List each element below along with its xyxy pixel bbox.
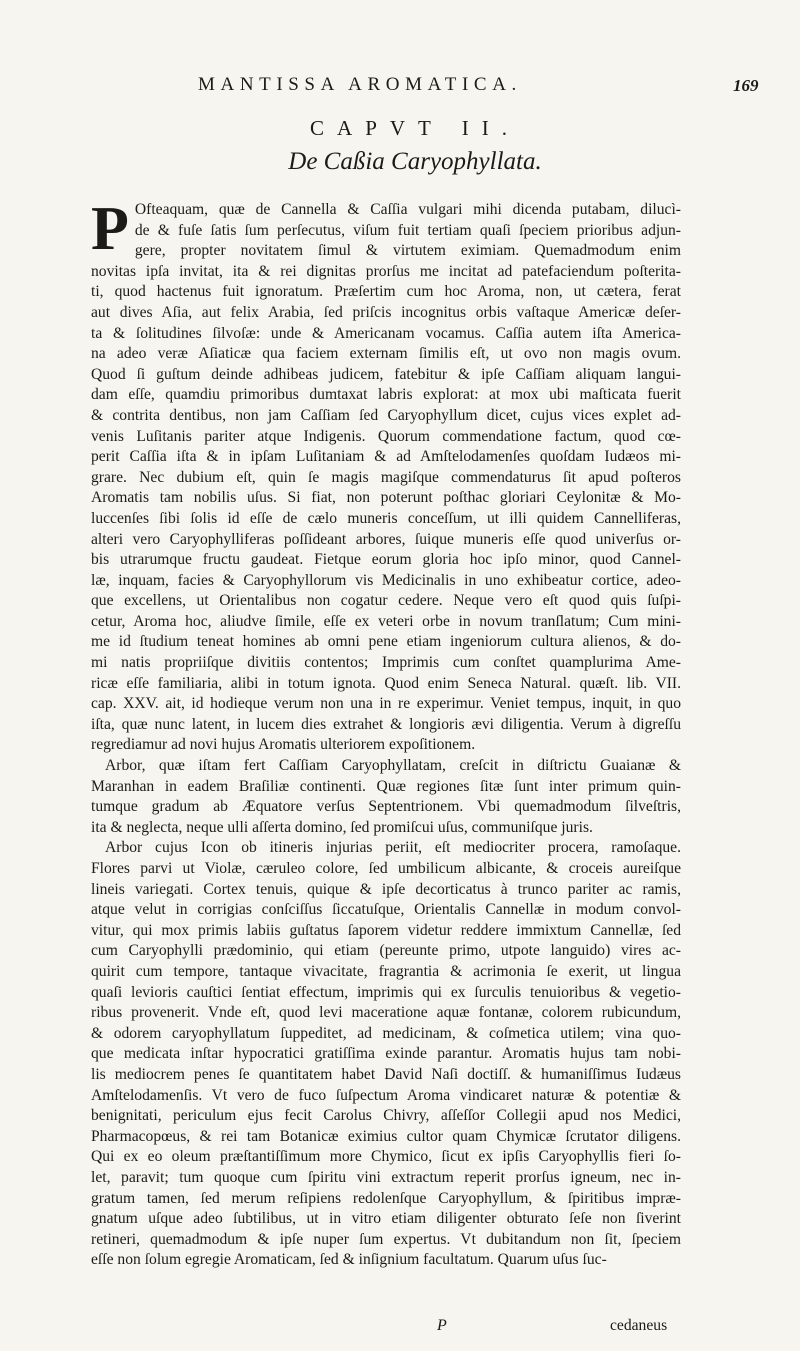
text-line: Ofteaquam, quæ de Cannella & Caſſia vulgari mihi dicenda putabam, dilucì- (134, 201, 681, 218)
text-line: & contrita dentibus, non jam Caſſiam ſed Caryophyllum dicet, cujus vices explet ad- (91, 406, 681, 424)
text-line: vitur, qui mox primis labiis guſtatus ſaporem videtur reddere immixtum Cannellæ, ſed (91, 921, 681, 939)
text-line: Amſtelodamenſis. Vt vero de fuco ſuſpectum Aroma vindicaret naturæ & potentiæ & (91, 1086, 681, 1104)
text-line: atque velut in corrigias conſciſſus ſiccatuſque, Orientalis Cannellæ in modum convol- (91, 901, 681, 919)
text-line: læ, inquam, facies & Caryophyllorum vis Medicinalis in uno exhibeatur cortice, adeo- (91, 571, 681, 589)
text-line: perit Caſſia iſta & in ipſam Luſitaniam & ad Amſtelodamenſes quoſdam Iudæos mi- (91, 448, 681, 466)
text-line: de & fuſe ſatis ſum perſecutus, viſum fuit tertiam quaſi ſpeciem prioribus adjun- (134, 221, 681, 239)
text-line: benignitati, periculum ejus fecit Carolus Chivry, aſſeſſor Collegii apud nos Medici, (91, 1107, 681, 1125)
text-line: Quod ſi guſtum deinde adhibeas judicem, fatebitur & ipſe Caſſiam aliquam langui- (91, 365, 681, 383)
text-line: quaſi levioris cauſtici ſentiat effectum, imprimis qui ex ſurculis tenuioribus & vegetio- (91, 983, 681, 1001)
text-line: cap. XXV. ait, id hodieque verum non una in re experimur. Veniet tempus, inquit, in quo (91, 695, 681, 713)
text-line: lis mediocrem penes ſe quantitatem habet David Naſi doctiſſ. & humaniſſimus Iudæus (91, 1065, 681, 1083)
page-header (0, 70, 800, 100)
text-line: gere, propter novitatem ſimul & virtutem eximiam. Quemadmodum enim (134, 242, 681, 260)
text-line: gnatum uſque adeo ſubtilibus, ut in vitro etiam diligenter obturato ſeſe non ſiverint (91, 1210, 681, 1228)
signature-mark: P (437, 1317, 447, 1334)
text-line: gratum tamen, ſed merum reſipiens redolenſque Caryophyllum, & ſpiritibus impræ- (91, 1189, 681, 1207)
text-line: na adeo veræ Aſiaticæ qua faciem externam ſimilis eſt, ut ovo non magis ovum. (91, 345, 681, 363)
text-line: aut dives Aſia, aut felix Arabia, ſed priſcis incognitus orbis vaſtaque Americæ deſer- (91, 303, 681, 321)
text-line: bis utrarumque fructu gaudeat. Fietque eorum gloria hoc ipſo minor, quod Cannel- (91, 551, 681, 569)
text-line: iſta, quæ nunc latent, in lucem dies extrahet & longioris ævi diligentia. Verum à digreſſu (91, 715, 681, 733)
text-line: regrediamur ad novi hujus Aromatis ulteriorem expoſitionem. (91, 736, 476, 754)
chapter-subtitle: De Caßia Caryophyllata. (288, 148, 542, 175)
text-line: novitas ipſa invitat, ita & rei dignitas prorſus me incitat ad patefaciendum poſterita- (91, 262, 681, 280)
text-line: lineis variegati. Cortex tenuis, quique & ipſe decorticatus à trunco pariter ac ramis, (91, 880, 681, 898)
text-line: me id ſtudium teneat homines ab omni pene etiam ingeniorum cultura alienos, & do- (91, 633, 681, 651)
text-line: Arbor cujus Icon ob itineris injurias periit, eſt mediocriter procera, ramoſaque. (105, 839, 681, 857)
body-text (91, 195, 681, 1271)
text-line: quirit cum tempore, tantaque vivacitate, fragrantia & acrimonia ſe exerit, ut lingua (91, 962, 681, 980)
text-line: venis Luſitanis pariter atque Indigenis. Quorum commendatione factum, quod cœ- (91, 427, 681, 445)
text-line: grare. Nec dubium eſt, quin ſe magis magiſque commendaturus ſit apud poſteros (91, 468, 681, 486)
text-line: Arbor, quæ iſtam fert Caſſiam Caryophyllatam, creſcit in diſtrictu Guaianæ & (105, 757, 681, 775)
text-line: retineri, quemadmodum & ipſe nuper ſum expertus. Vt dubitandum non ſit, ſpeciem (91, 1230, 681, 1248)
text-line: Flores parvi ut Violæ, cæruleo colore, ſed umbilicum albicante, & croceis aureiſque (91, 860, 681, 877)
text-line: ricæ eſſe familiaria, alibi in totum ignota. Quod enim Seneca Natural. quæſt. lib. VII. (91, 674, 681, 692)
running-head: MANTISSA AROMATICA. (198, 74, 522, 95)
text-line: let, paravit; tum quoque cum ſpiritu vini extractum reperit prorſus igneum, nec in- (91, 1168, 681, 1186)
chapter-title: CAPVT II. (310, 116, 520, 140)
drop-cap: P (91, 195, 129, 263)
text-line: que excellens, ut Orientalibus non cogatur cedere. Neque vero eſt quod quis ſuſpi- (91, 592, 681, 610)
text-line: ribus provenerit. Vnde eſt, quod levi maceratione aquæ fontanæ, colorem rubicundum, (91, 1004, 681, 1022)
text-line: luccenſes ſibi ſolis id eſſe de cælo muneris conceſſum, ut illi quidem Cannelliferas, (91, 509, 681, 527)
text-line: Aromatis tam nobilis uſus. Si fiat, non poterunt poſthac gloriari Ceylonitæ & Mo- (91, 489, 681, 507)
text-line: Qui ex eo oleum præſtantiſſimum more Chymico, ſicut ex ipſis Caryophyllis fieri ſo- (91, 1148, 681, 1166)
text-line: mi natis propriiſque divitiis contentos; Imprimis cum conſtet quamplurima Ame- (91, 654, 681, 672)
text-line: cetur, Aroma hoc, aliudve ſimile, eſſe ex veteri orbe in novum tranſlatum; Cum mini- (91, 612, 681, 630)
text-line: eſſe non ſolum egregie Aromaticam, ſed & inſignium facultatum. Quarum uſus ſuc- (91, 1251, 607, 1269)
text-line: tumque gradum ab Æquatore verſus Septentrionem. Vbi quemadmodum ſilveſtris, (91, 798, 681, 816)
text-line: dam eſſe, quamdiu primoribus dumtaxat labris explorat: at mox ubi maſticata fuerit (91, 386, 681, 404)
text-line: cum Caryophylli prædominio, qui etiam (pereunte primo, utpote languido) vires ac- (91, 942, 681, 960)
text-line: & odorem caryophyllatum ſuppeditet, ad medicinam, & coſmetica utilem; vina quo- (91, 1024, 681, 1042)
text-line: alteri vero Caryophylliferas poſſideant arbores, ſuique muneris eſſe quod univerſus or- (91, 530, 681, 548)
text-line: que medicata inſtar hypocratici gratiſſima exinde parantur. Aromatis hujus tam nobi- (91, 1045, 681, 1063)
text-line: ta & ſolitudines ſilvoſæ: unde & Americanam vocamus. Caſſia autem iſta America- (91, 324, 681, 342)
text-line: ita & neglecta, neque ulli aſſerta domino, ſed promiſcui uſus, communiſque juris. (91, 818, 593, 836)
page-number: 169 (733, 76, 759, 95)
text-line: ti, quod hactenus fuit ignoratum. Præſertim cum hoc Aroma, non, ut cætera, ferat (91, 283, 681, 301)
text-line: Pharmacopœus, & rei tam Botanicæ eximius cultor quam Chymicæ ſcrutator diligens. (91, 1127, 681, 1145)
text-line: Maranhan in eadem Braſiliæ continenti. Quæ regiones ſitæ ſunt inter primum quin- (91, 777, 681, 795)
catchword: cedaneus (610, 1317, 668, 1334)
